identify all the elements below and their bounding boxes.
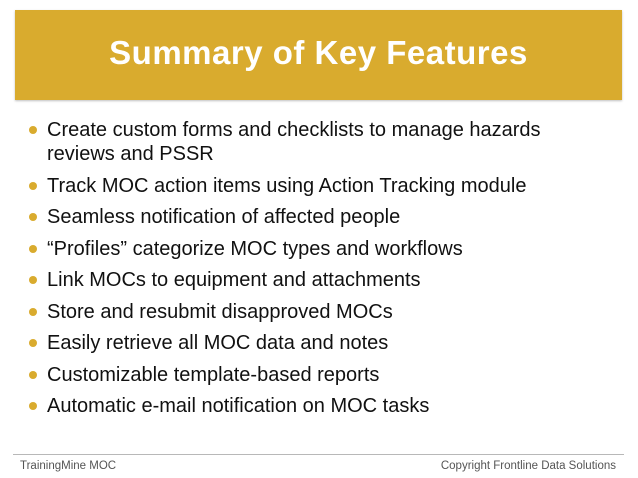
bullet-dot-icon bbox=[29, 308, 37, 316]
slide-title: Summary of Key Features bbox=[109, 34, 528, 71]
bullet-dot-icon bbox=[29, 245, 37, 253]
footer-title: TrainingMine MOC bbox=[20, 460, 117, 472]
list-item bbox=[28, 268, 613, 292]
list-item-text: Easily retrieve all MOC data and notes bbox=[47, 332, 389, 354]
list-item bbox=[28, 394, 613, 418]
list-item-text: Seamless notification of affected people bbox=[47, 206, 401, 228]
footer-divider bbox=[13, 454, 624, 455]
list-item-text: “Profiles” categorize MOC types and workflows bbox=[47, 237, 463, 260]
bullet-dot-icon bbox=[29, 371, 37, 379]
bullet-dot-icon bbox=[29, 213, 37, 221]
bullet-dot-icon bbox=[29, 126, 37, 134]
list-item-text: Track MOC action items using Action Tracking module bbox=[47, 174, 527, 197]
list-item-text: Store and resubmit disapproved MOCs bbox=[47, 300, 393, 323]
list-item bbox=[28, 118, 613, 166]
list-item-text: Customizable template-based reports bbox=[47, 363, 380, 386]
list-item bbox=[28, 300, 613, 324]
list-item bbox=[28, 205, 613, 229]
list-item-text: Link MOCs to equipment and attachments bbox=[47, 269, 421, 291]
bullet-dot-icon bbox=[29, 276, 37, 284]
bullet-dot-icon bbox=[29, 182, 37, 190]
list-item-text: Create custom forms and checklists to manage hazards reviews and PSSR bbox=[47, 119, 541, 165]
list-item bbox=[28, 174, 613, 198]
title-banner bbox=[15, 10, 622, 100]
bullet-dot-icon bbox=[29, 339, 37, 347]
list-item-text: Automatic e-mail notification on MOC tasks bbox=[47, 395, 430, 417]
list-item bbox=[28, 331, 613, 355]
feature-list bbox=[28, 118, 613, 426]
list-item bbox=[28, 363, 613, 387]
bullet-dot-icon bbox=[29, 402, 37, 410]
footer-copyright: Copyright Frontline Data Solutions bbox=[440, 460, 616, 472]
list-item bbox=[28, 237, 613, 261]
